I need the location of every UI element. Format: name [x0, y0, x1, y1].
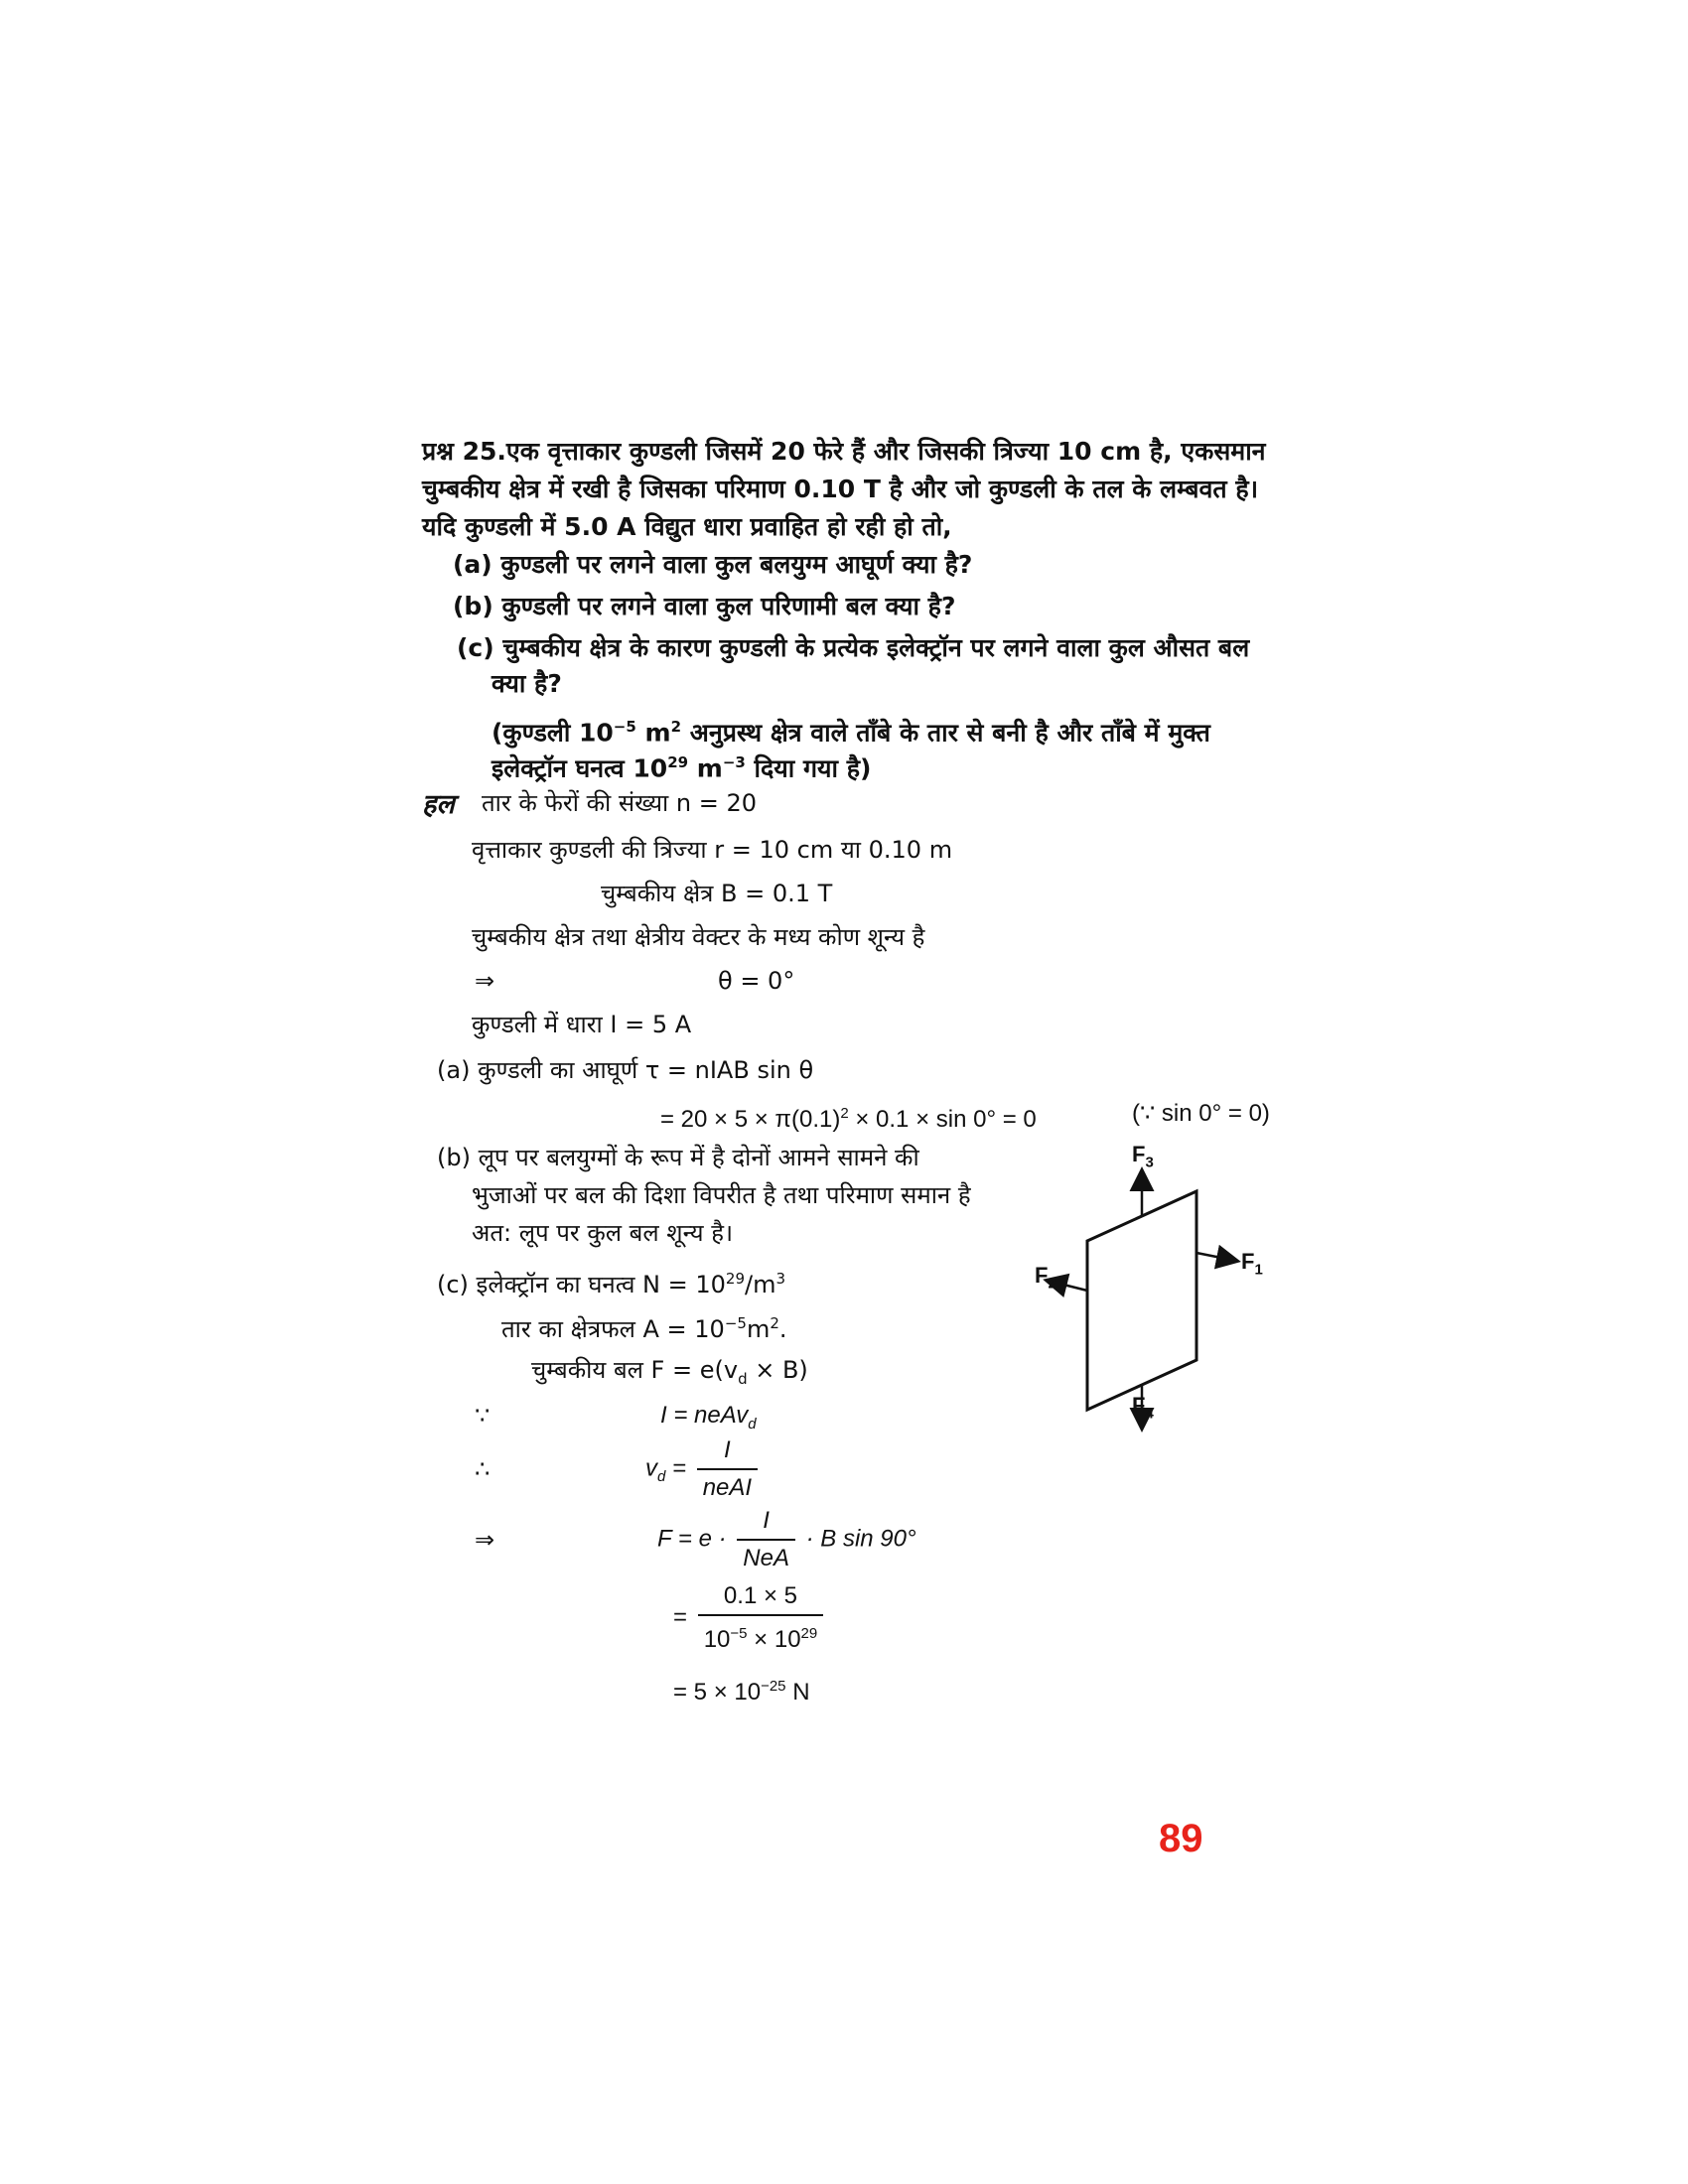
c3-b: × B) [747, 1356, 808, 1384]
question-part-b: (b) कुण्डली पर लगने वाला कुल परिणामी बल क्या है? [453, 592, 956, 620]
loop-shape [1087, 1191, 1196, 1410]
solution-label: हल [422, 789, 455, 820]
c7-den-sup: −5 [730, 1625, 748, 1642]
final-answer [673, 1671, 810, 1708]
f1-sub: 1 [1254, 1261, 1263, 1279]
note2-a: इलेक्ट्रॉन घनत्व 10 [492, 753, 668, 783]
c4-a: I = neAv [660, 1402, 749, 1429]
question-note-line-2 [492, 745, 871, 786]
c2-c: . [778, 1315, 787, 1343]
part-c-area [501, 1307, 787, 1345]
c6-rhs: · B sin 90° [805, 1525, 916, 1553]
solution-line-3: चुम्बकीय क्षेत्र B = 0.1 T [601, 880, 833, 907]
label-f2 [1035, 1263, 1056, 1292]
c6-den: NeA [743, 1545, 789, 1571]
c1-sup2: 3 [775, 1270, 786, 1288]
note1-sup: −5 [613, 718, 636, 736]
c4-sub: d [748, 1415, 757, 1433]
label-f1 [1241, 1249, 1263, 1278]
arrow-f1 [1196, 1253, 1236, 1261]
implies-symbol-2: ⇒ [475, 1526, 495, 1554]
a2-b: × 0.1 × sin 0° = 0 [848, 1106, 1037, 1133]
label-f3 [1132, 1142, 1154, 1170]
note2-c: दिया गया है) [745, 753, 872, 783]
force-calc [673, 1580, 827, 1656]
solution-line-2: वृत्ताकार कुण्डली की त्रिज्या r = 10 cm या 0.10 m [472, 836, 953, 864]
part-c-force [531, 1354, 808, 1395]
a2-a: = 20 × 5 × π(0.1) [660, 1106, 841, 1133]
note2-sup: 29 [667, 753, 689, 771]
f3-text: F [1132, 1142, 1146, 1166]
solution-line-1: तार के फेरों की संख्या n = 20 [482, 789, 757, 817]
c7-fraction [698, 1580, 824, 1656]
question-part-c-line-2: क्या है? [492, 669, 562, 698]
f4-sub: 4 [1145, 1405, 1154, 1423]
solution-line-6: कुण्डली में धारा I = 5 A [472, 1011, 692, 1038]
question-part-a: (a) कुण्डली पर लगने वाला कुल बलयुग्म आघूर्ण क्या है? [453, 550, 973, 579]
f1-text: F [1241, 1249, 1255, 1274]
therefore-symbol: ∴ [475, 1455, 491, 1483]
part-a-calc [660, 1098, 1037, 1136]
c3-a: चुम्बकीय बल F = e(v [531, 1356, 739, 1384]
f2-text: F [1035, 1263, 1049, 1288]
c7-den-a: 10 [703, 1626, 731, 1653]
c5-num: I [697, 1434, 758, 1470]
c7-den [698, 1616, 824, 1656]
part-b-line-2: भुजाओं पर बल की दिशा विपरीत है तथा परिमाण समान है [472, 1181, 971, 1209]
question-part-c-line-1: (c) चुम्बकीय क्षेत्र के कारण कुण्डली के प्रत्येक इलेक्ट्रॉन पर लगने वाला कुल औसत बल [457, 633, 1250, 662]
note2-b: m [688, 753, 723, 783]
c8-a: = 5 × 10 [673, 1679, 762, 1706]
question-line-1 [422, 434, 1266, 470]
theta-equation: θ = 0° [718, 967, 795, 995]
page-number: 89 [1159, 1817, 1203, 1860]
c6-num: I [737, 1505, 795, 1541]
f2-sub: 2 [1048, 1275, 1056, 1293]
note2-sup2: −3 [722, 753, 746, 771]
force-equation [657, 1505, 916, 1574]
note1-b: m [635, 718, 671, 748]
c2-sup: −5 [724, 1314, 747, 1332]
c7-num: 0.1 × 5 [698, 1580, 824, 1616]
c8-sup: −25 [761, 1678, 786, 1695]
c3-sub: d [738, 1369, 748, 1388]
part-b-line-1: (b) लूप पर बलयुग्मों के रूप में है दोनों आमने सामने की [437, 1144, 919, 1171]
c5-fraction [697, 1434, 758, 1504]
f4-text: F [1132, 1393, 1146, 1418]
c2-a: तार का क्षेत्रफल A = 10 [501, 1315, 725, 1343]
note1-a: (कुण्डली 10 [492, 718, 614, 748]
c1-a: (c) इलेक्ट्रॉन का घनत्व N = 10 [437, 1271, 726, 1298]
c5-eq: = [672, 1454, 687, 1482]
a2-sup: 2 [840, 1105, 849, 1122]
question-number: प्रश्न 25. [422, 437, 506, 466]
c5-lhs: v [645, 1454, 657, 1482]
c5-sub: d [657, 1468, 666, 1486]
c7-eq: = [673, 1603, 688, 1631]
c1-b: /m [745, 1271, 776, 1298]
because-symbol: ∵ [475, 1402, 491, 1430]
c2-sup2: 2 [770, 1314, 779, 1332]
c8-b: N [785, 1679, 810, 1706]
c7-den-b: × 10 [747, 1626, 801, 1653]
part-c-density [437, 1263, 785, 1300]
note1-sup2: 2 [670, 718, 682, 736]
c6-lhs: F = e · [657, 1525, 727, 1553]
c1-sup: 29 [725, 1270, 746, 1288]
drift-velocity-equation [645, 1434, 762, 1504]
note1-c: अनुप्रस्थ क्षेत्र वाले ताँबे के तार से बनी है और ताँबे में मुक्त [681, 718, 1210, 748]
c5-den: neAI [702, 1474, 753, 1501]
question-text-1: एक वृत्ताकार कुण्डली जिसमें 20 फेरे हैं और जिसकी त्रिज्या 10 cm है, एकसमान [505, 437, 1266, 466]
part-b-line-3: अत: लूप पर कुल बल शून्य है। [472, 1219, 734, 1247]
solution-line-4: चुम्बकीय क्षेत्र तथा क्षेत्रीय वेक्टर के मध्य कोण शून्य है [472, 923, 925, 951]
question-line-3: यदि कुण्डली में 5.0 A विद्युत धारा प्रवाहित हो रही हो तो, [422, 512, 952, 541]
c2-b: m [746, 1315, 771, 1343]
c6-fraction [737, 1505, 795, 1574]
part-a-torque: (a) कुण्डली का आघूर्ण τ = nIAB sin θ [437, 1056, 814, 1084]
part-a-note: (∵ sin 0° = 0) [1132, 1100, 1270, 1127]
label-f4 [1132, 1393, 1154, 1422]
f3-sub: 3 [1145, 1154, 1154, 1171]
question-line-2: चुम्बकीय क्षेत्र में रखी है जिसका परिमाण 0.10 T है और जो कुण्डली के तल के लम्बवत है। [422, 475, 1259, 503]
c7-den-sup2: 29 [800, 1625, 818, 1642]
implies-symbol-1: ⇒ [475, 967, 495, 995]
